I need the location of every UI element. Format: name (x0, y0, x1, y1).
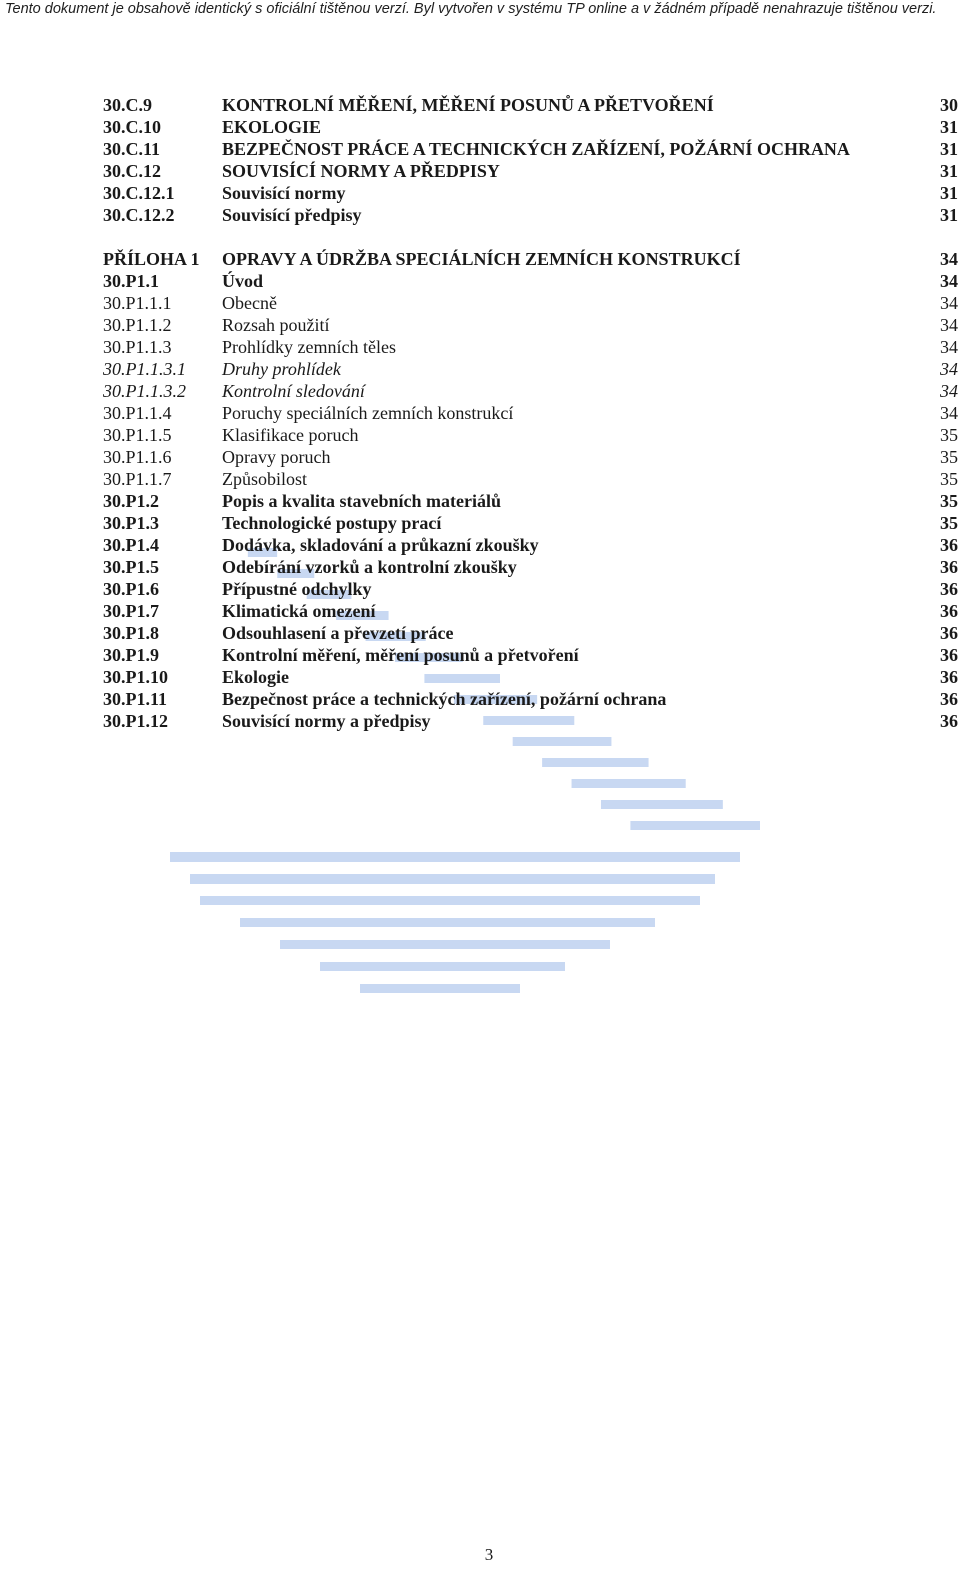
page-number: 3 (484, 1545, 494, 1564)
toc-entry-title: Rozsah použití (222, 315, 330, 335)
toc-entry-number: 30.P1.12 (103, 711, 168, 731)
toc-entry-page: 35 (940, 491, 958, 511)
toc-entry[interactable] (103, 688, 958, 710)
toc-entry-number: 30.C.12 (103, 161, 161, 181)
toc-entry-title: Technologické postupy prací (222, 513, 442, 533)
toc-entry-number: 30.C.10 (103, 117, 161, 137)
toc-entry-number: 30.P1.1.3.1 (103, 359, 186, 379)
toc-entry-page: 30 (940, 95, 958, 115)
toc-entry-title: Odsouhlasení a převzetí práce (222, 623, 454, 643)
toc-entry-page: 31 (940, 183, 958, 203)
toc-entry[interactable] (103, 160, 958, 182)
toc-entry[interactable] (103, 380, 958, 402)
toc-entry-page: 36 (940, 535, 958, 555)
header-notice: Tento dokument je obsahově identický s oficiální tištěnou verzí. Byl vytvořen v systému TP online a v žádném případě nenahrazuje tištěnou verzi. (5, 1, 937, 17)
toc-entry-page: 34 (940, 359, 958, 379)
toc-entry-title: Dodávka, skladování a průkazní zkoušky (222, 535, 539, 555)
toc-entry-page: 31 (940, 117, 958, 137)
toc-entry-page: 36 (940, 579, 958, 599)
toc-entry[interactable] (103, 600, 958, 622)
toc-entry-title: Bezpečnost práce a technických zařízení, požární ochrana (222, 689, 667, 709)
toc-entry-number: 30.P1.1.4 (103, 403, 172, 423)
toc-entry[interactable] (103, 138, 958, 160)
toc-entry-page: 35 (940, 469, 958, 489)
toc-entry-number: 30.P1.6 (103, 579, 159, 599)
toc-entry[interactable] (103, 490, 958, 512)
toc-entry-page: 36 (940, 689, 958, 709)
toc-entry-title: SOUVISÍCÍ NORMY A PŘEDPISY (222, 161, 500, 181)
toc-entry-number: 30.C.9 (103, 95, 152, 115)
toc-entry-title: KONTROLNÍ MĚŘENÍ, MĚŘENÍ POSUNŮ A PŘETVOŘENÍ (222, 95, 714, 115)
toc-entry-number: 30.P1.1.5 (103, 425, 172, 445)
toc-entry[interactable] (103, 270, 958, 292)
toc-entry-page: 36 (940, 667, 958, 687)
toc-entry-title: Ekologie (222, 667, 290, 687)
toc-entry-title: Způsobilost (222, 469, 308, 489)
toc-entry-title: Souvisící normy a předpisy (222, 711, 431, 731)
toc-entry-number: 30.P1.3 (103, 513, 159, 533)
toc-entry-page: 36 (940, 623, 958, 643)
toc-entry-page: 36 (940, 601, 958, 621)
toc-entry-title: Souvisící předpisy (222, 205, 362, 225)
toc-entry[interactable] (103, 666, 958, 688)
toc-entry-title: Popis a kvalita stavebních materiálů (222, 491, 502, 511)
toc-entry-title: Obecně (222, 293, 277, 313)
table-of-contents (103, 94, 958, 732)
toc-entry-number: PŘÍLOHA 1 (103, 249, 200, 269)
toc-entry-number: 30.P1.9 (103, 645, 159, 665)
toc-entry-number: 30.P1.1.3 (103, 337, 172, 357)
toc-entry-title: Úvod (222, 271, 264, 291)
toc-entry-title: Odebírání vzorků a kontrolní zkoušky (222, 557, 517, 577)
toc-entry-number: 30.P1.8 (103, 623, 159, 643)
toc-entry-number: 30.P1.1.2 (103, 315, 172, 335)
toc-entry[interactable] (103, 622, 958, 644)
toc-entry[interactable] (103, 292, 958, 314)
toc-entry-page: 34 (940, 249, 958, 269)
toc-entry[interactable] (103, 644, 958, 666)
toc-entry[interactable] (103, 512, 958, 534)
toc-entry-number: 30.P1.5 (103, 557, 159, 577)
toc-entry-page: 31 (940, 205, 958, 225)
toc-entry[interactable] (103, 446, 958, 468)
toc-entry-title: Klasifikace poruch (222, 425, 359, 445)
toc-entry-title: Druhy prohlídek (222, 359, 341, 379)
toc-entry[interactable] (103, 468, 958, 490)
toc-entry-title: Opravy poruch (222, 447, 331, 467)
toc-entry-number: 30.P1.4 (103, 535, 159, 555)
toc-entry[interactable] (103, 116, 958, 138)
toc-entry-number: 30.C.12.1 (103, 183, 175, 203)
toc-entry-page: 36 (940, 711, 958, 731)
toc-entry[interactable] (103, 248, 958, 270)
toc-entry-page: 35 (940, 513, 958, 533)
toc-entry-number: 30.P1.1.6 (103, 447, 172, 467)
toc-entry[interactable] (103, 402, 958, 424)
toc-entry-page: 34 (940, 315, 958, 335)
toc-entry[interactable] (103, 556, 958, 578)
toc-entry[interactable] (103, 336, 958, 358)
toc-entry-title: OPRAVY A ÚDRŽBA SPECIÁLNÍCH ZEMNÍCH KONSTRUKCÍ (222, 249, 741, 269)
toc-entry-number: 30.C.12.2 (103, 205, 175, 225)
toc-entry[interactable] (103, 424, 958, 446)
toc-entry-number: 30.C.11 (103, 139, 161, 159)
toc-entry[interactable] (103, 710, 958, 732)
toc-entry-number: 30.P1.11 (103, 689, 168, 709)
toc-entry-number: 30.P1.1.3.2 (103, 381, 186, 401)
toc-entry[interactable] (103, 534, 958, 556)
toc-entry-title: Kontrolní sledování (222, 381, 365, 401)
toc-entry-number: 30.P1.1.7 (103, 469, 172, 489)
toc-entry-title: EKOLOGIE (222, 117, 322, 137)
toc-entry-page: 34 (940, 293, 958, 313)
toc-entry-number: 30.P1.1 (103, 271, 159, 291)
toc-entry[interactable] (103, 94, 958, 116)
toc-entry[interactable] (103, 358, 958, 380)
toc-entry-title: Prohlídky zemních těles (222, 337, 396, 357)
toc-entry-number: 30.P1.2 (103, 491, 159, 511)
toc-entry[interactable] (103, 204, 958, 226)
toc-entry-title: Kontrolní měření, měření posunů a přetvoření (222, 645, 579, 665)
toc-entry[interactable] (103, 314, 958, 336)
toc-entry-page: 31 (940, 139, 958, 159)
toc-entry-page: 34 (940, 271, 958, 291)
toc-entry-page: 31 (940, 161, 958, 181)
toc-entry-title: Přípustné odchylky (222, 579, 372, 599)
toc-entry-page: 35 (940, 425, 958, 445)
toc-entry-number: 30.P1.1.1 (103, 293, 172, 313)
toc-entry-title: Souvisící normy (222, 183, 346, 203)
toc-entry[interactable] (103, 182, 958, 204)
toc-entry-title: Klimatická omezení (222, 601, 376, 621)
toc-entry[interactable] (103, 578, 958, 600)
toc-entry-number: 30.P1.10 (103, 667, 168, 687)
toc-entry-number: 30.P1.7 (103, 601, 159, 621)
toc-entry-page: 34 (940, 381, 958, 401)
toc-entry-title: Poruchy speciálních zemních konstrukcí (222, 403, 514, 423)
toc-entry-page: 35 (940, 447, 958, 467)
toc-entry-title: BEZPEČNOST PRÁCE A TECHNICKÝCH ZAŘÍZENÍ, POŽÁRNÍ OCHRANA (222, 139, 850, 159)
toc-entry-page: 34 (940, 337, 958, 357)
toc-entry-page: 36 (940, 645, 958, 665)
toc-entry-page: 36 (940, 557, 958, 577)
toc-entry-page: 34 (940, 403, 958, 423)
